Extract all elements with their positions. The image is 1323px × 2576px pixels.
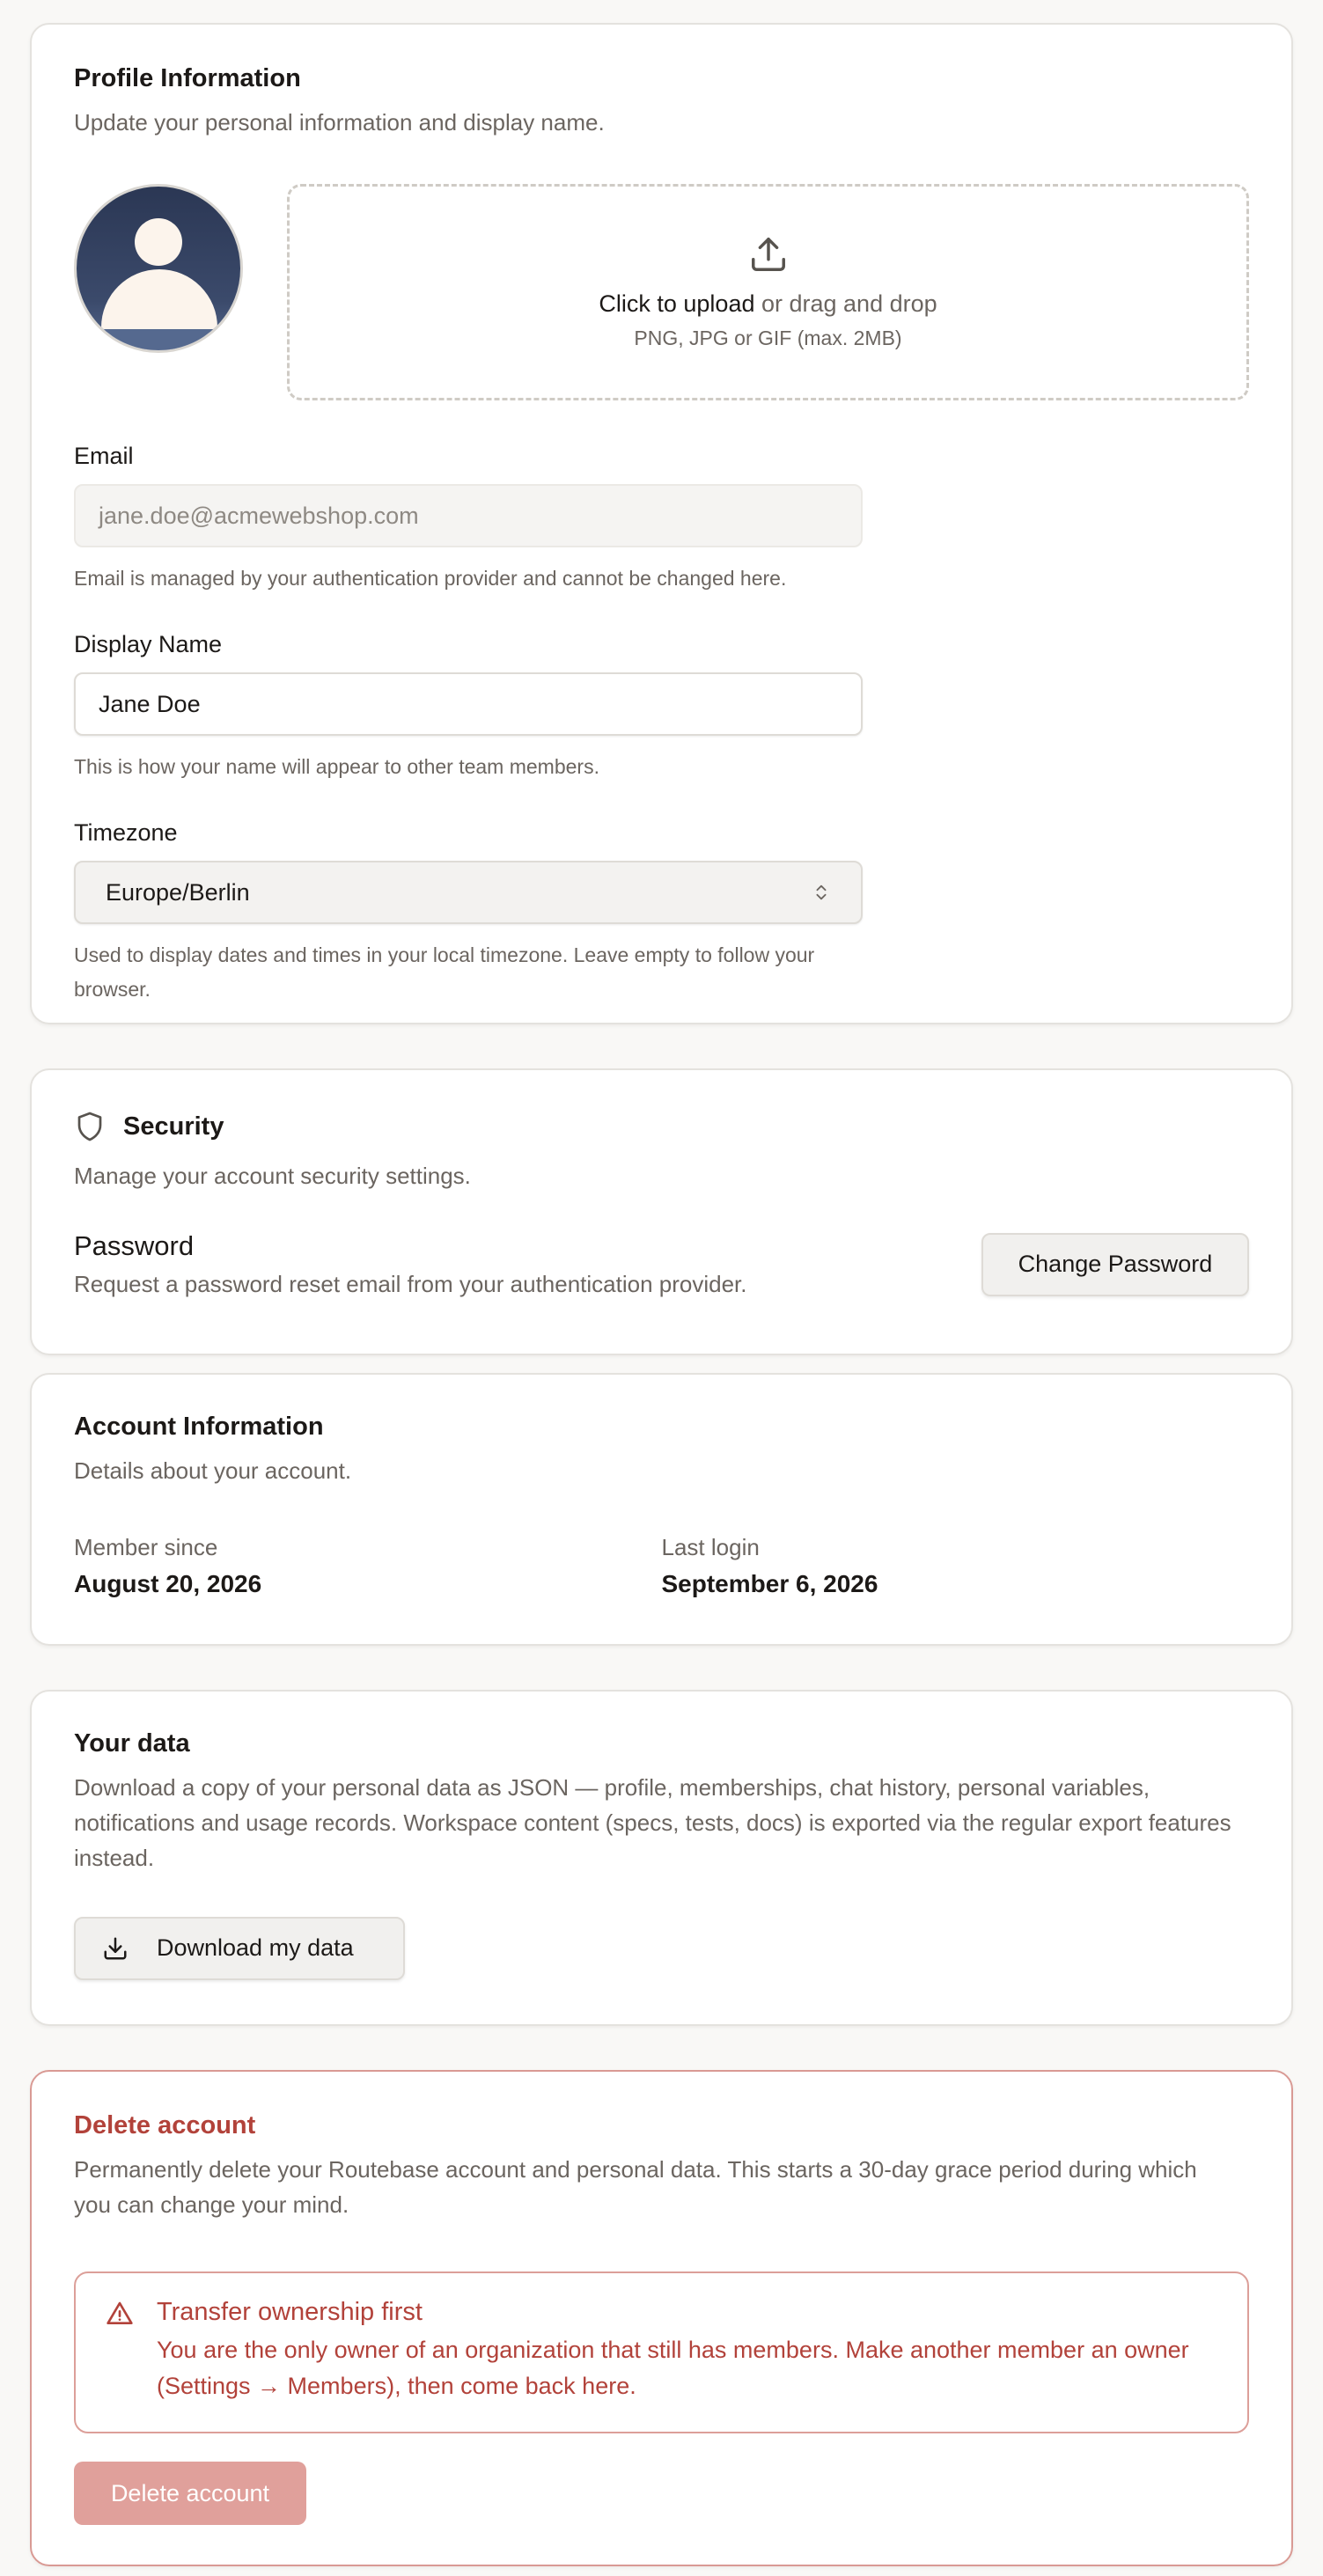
account-description: Details about your account. [74, 1457, 352, 1484]
timezone-hint: Used to display dates and times in your local timezone. Leave empty to follow your browser. [74, 943, 815, 1002]
security-title: Security [123, 1112, 224, 1141]
upload-dropzone[interactable] [287, 184, 1249, 400]
download-icon [102, 1935, 129, 1962]
upload-icon [748, 234, 789, 275]
display-name-label: Display Name [74, 631, 223, 658]
timezone-field-group [74, 819, 863, 1007]
email-field: jane.doe@acmewebshop.com [74, 484, 863, 547]
download-data-label: Download my data [157, 1934, 354, 1962]
password-text-block [74, 1230, 747, 1298]
avatar-head [135, 218, 182, 266]
delete-title: Delete account [74, 2111, 256, 2139]
profile-title: Profile Information [74, 64, 301, 92]
timezone-select[interactable] [74, 861, 863, 924]
warning-text-block [157, 2298, 1221, 2404]
drag-drop-text: or drag and drop [754, 290, 937, 318]
upload-main-text [599, 290, 937, 318]
account-details-grid [74, 1534, 1249, 1598]
download-data-button[interactable] [74, 1917, 405, 1980]
last-login-label: Last login [661, 1534, 760, 1561]
warning-text: You are the only owner of an organization that still has members. Make another member an owner (Settings → Members), then come back here. [157, 2337, 1189, 2399]
shield-icon [74, 1109, 106, 1144]
your-data-description: Download a copy of your personal data as JSON — profile, memberships, chat history, personal variables, notifications and usage records. Workspace content (specs, tests, docs) is exported via the regular export features instead. [74, 1773, 1231, 1872]
password-description: Request a password reset email from your authentication provider. [74, 1271, 747, 1298]
your-data-card [30, 1690, 1293, 2026]
last-login-value: September 6, 2026 [661, 1570, 878, 1598]
download-row [74, 1917, 1249, 1980]
profile-card [30, 23, 1293, 1024]
display-name-hint: This is how your name will appear to other team members. [74, 755, 599, 779]
account-info-card [30, 1373, 1293, 1646]
your-data-title: Your data [74, 1729, 190, 1758]
email-label: Email [74, 443, 134, 470]
upload-formats: PNG, JPG or GIF (max. 2MB) [634, 327, 902, 350]
security-description: Manage your account security settings. [74, 1163, 471, 1189]
delete-description: Permanently delete your Routebase account and personal data. This starts a 30-day grace period during which you can change your mind. [74, 2155, 1197, 2219]
member-since-block [74, 1534, 662, 1598]
warning-triangle-icon [106, 2300, 134, 2328]
change-password-button[interactable]: Change Password [981, 1233, 1249, 1296]
password-row [74, 1230, 1249, 1298]
delete-account-card [30, 2070, 1293, 2566]
display-name-field-group [74, 631, 863, 784]
password-title: Password [74, 1230, 195, 1262]
display-name-input[interactable]: Jane Doe [74, 672, 863, 736]
chevron-up-down-icon [812, 881, 831, 904]
warning-title: Transfer ownership first [157, 2298, 423, 2327]
account-title: Account Information [74, 1413, 324, 1441]
avatar-base [77, 329, 240, 350]
delete-account-button[interactable]: Delete account [74, 2462, 306, 2525]
last-login-block [662, 1534, 1250, 1598]
avatar [74, 184, 243, 353]
member-since-value: August 20, 2026 [74, 1570, 262, 1598]
timezone-label: Timezone [74, 819, 178, 847]
profile-description: Update your personal information and display name. [74, 108, 605, 136]
avatar-upload-row [74, 184, 1249, 400]
security-card [30, 1068, 1293, 1355]
timezone-value: Europe/Berlin [106, 878, 250, 906]
click-to-upload-link[interactable]: Click to upload [599, 290, 755, 318]
security-title-row [74, 1109, 1249, 1144]
ownership-warning [74, 2271, 1249, 2433]
member-since-label: Member since [74, 1534, 218, 1561]
email-field-group [74, 443, 863, 596]
email-hint: Email is managed by your authentication provider and cannot be changed here. [74, 567, 787, 591]
